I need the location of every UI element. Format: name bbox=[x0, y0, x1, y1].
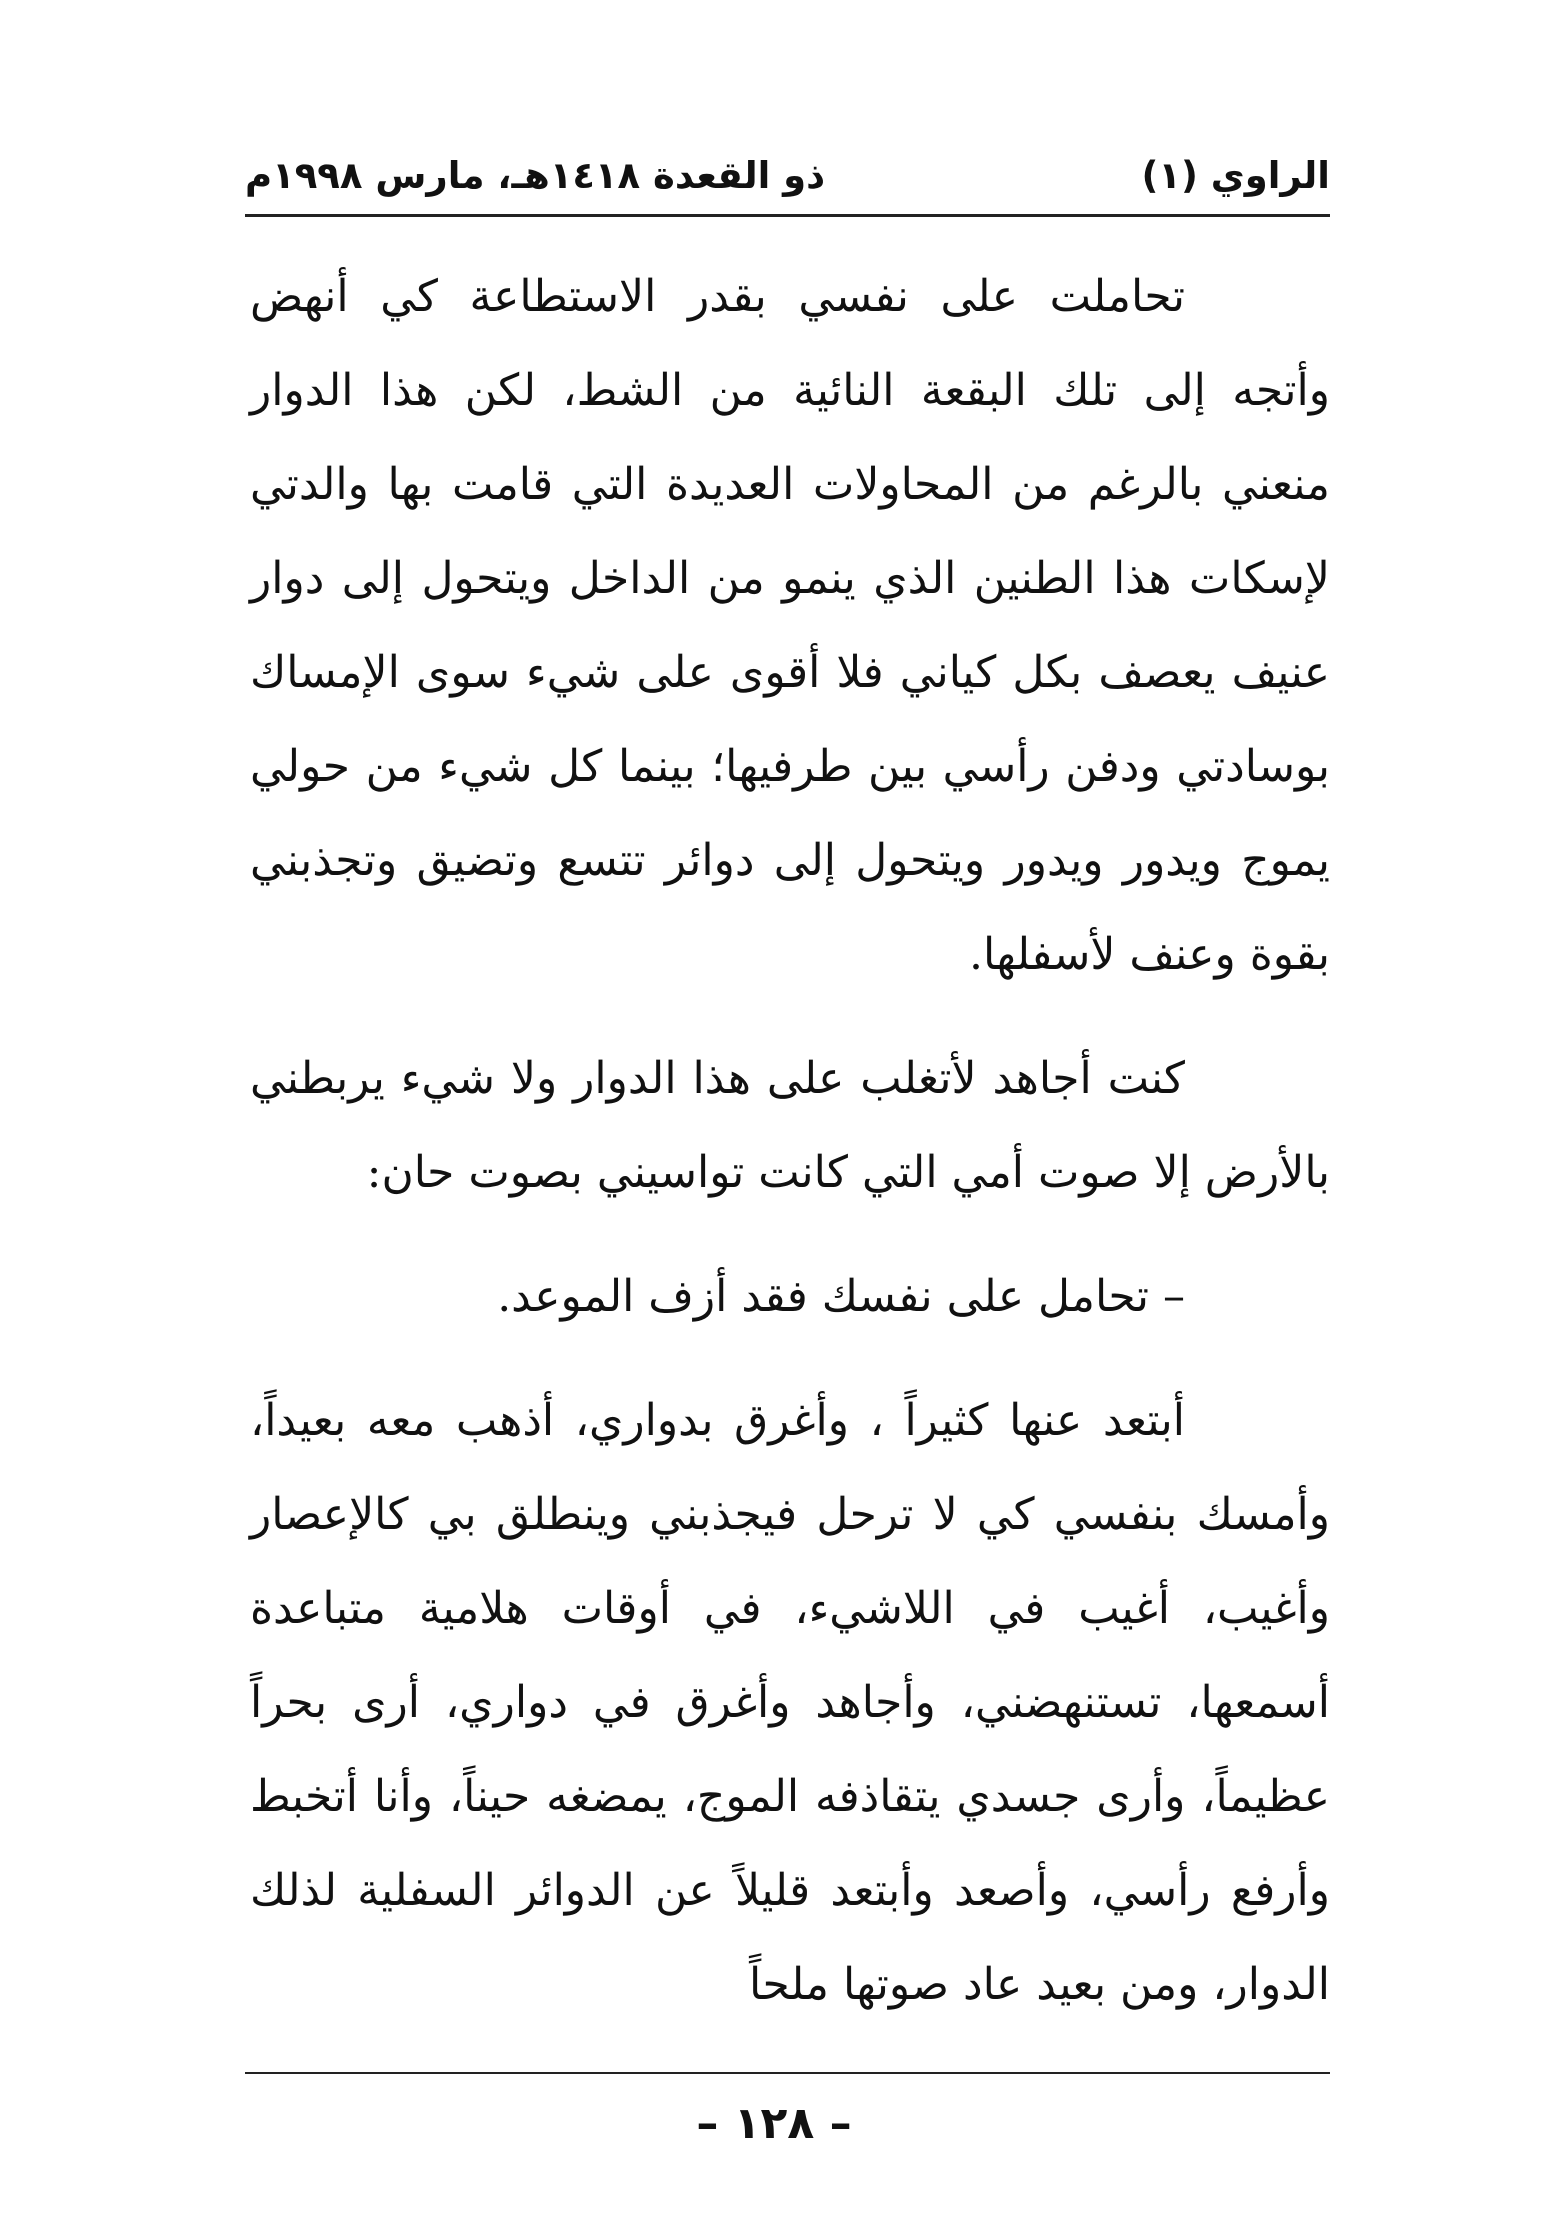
footer-divider bbox=[245, 2072, 1330, 2074]
paragraph-3: أبتعد عنها كثيراً ، وأغرق بدواري، أذهب معه بعيداً، وأمسك بنفسي كي لا ترحل فيجذبني وينطلق بي كالإعصار وأغيب، أغيب في اللاشيء، في أوقات هلامية متباعدة أسمعها، تستنهضني، وأجاهد وأغرق في دواري، أرى بحراً عظيماً، وأرى جسدي يتقاذفه الموج، يمضغه حيناً، وأنا أتخبط وأرفع رأسي، وأصعد وأبتعد قليلاً عن الدوائر السفلية لذلك الدوار، ومن بعيد عاد صوتها ملحاً bbox=[250, 1395, 1330, 2010]
header-divider bbox=[245, 214, 1330, 217]
header-issue-title: الراوي (١) bbox=[1141, 154, 1330, 197]
paragraph-1: تحاملت على نفسي بقدر الاستطاعة كي أنهض وأتجه إلى تلك البقعة النائية من الشط، لكن هذا الدوار منعني بالرغم من المحاولات العديدة التي قامت بها والدتي لإسكات هذا الطنين الذي ينمو من الداخل ويتحول إلى دوار عنيف يعصف بكل كياني فلا أقوى على شيء سوى الإمساك بوسادتي ودفن رأسي بين طرفيها؛ بينما كل شيء من حولي يموج ويدور ويدور ويتحول إلى دوائر تتسع وتضيق وتجذبني بقوة وعنف لأسفلها. bbox=[250, 271, 1330, 980]
paragraph-2: كنت أجاهد لأتغلب على هذا الدوار ولا شيء يربطني بالأرض إلا صوت أمي التي كانت تواسيني بصوت حان: bbox=[250, 1053, 1330, 1198]
running-header bbox=[245, 148, 1330, 208]
body-text bbox=[250, 250, 1330, 2032]
header-date: ذو القعدة ١٤١٨هـ، مارس ١٩٩٨م bbox=[245, 154, 826, 197]
dialogue-line: – تحامل على نفسك فقد أزف الموعد. bbox=[497, 1271, 1185, 1322]
page-number: – ١٢٨ – bbox=[696, 2098, 852, 2149]
